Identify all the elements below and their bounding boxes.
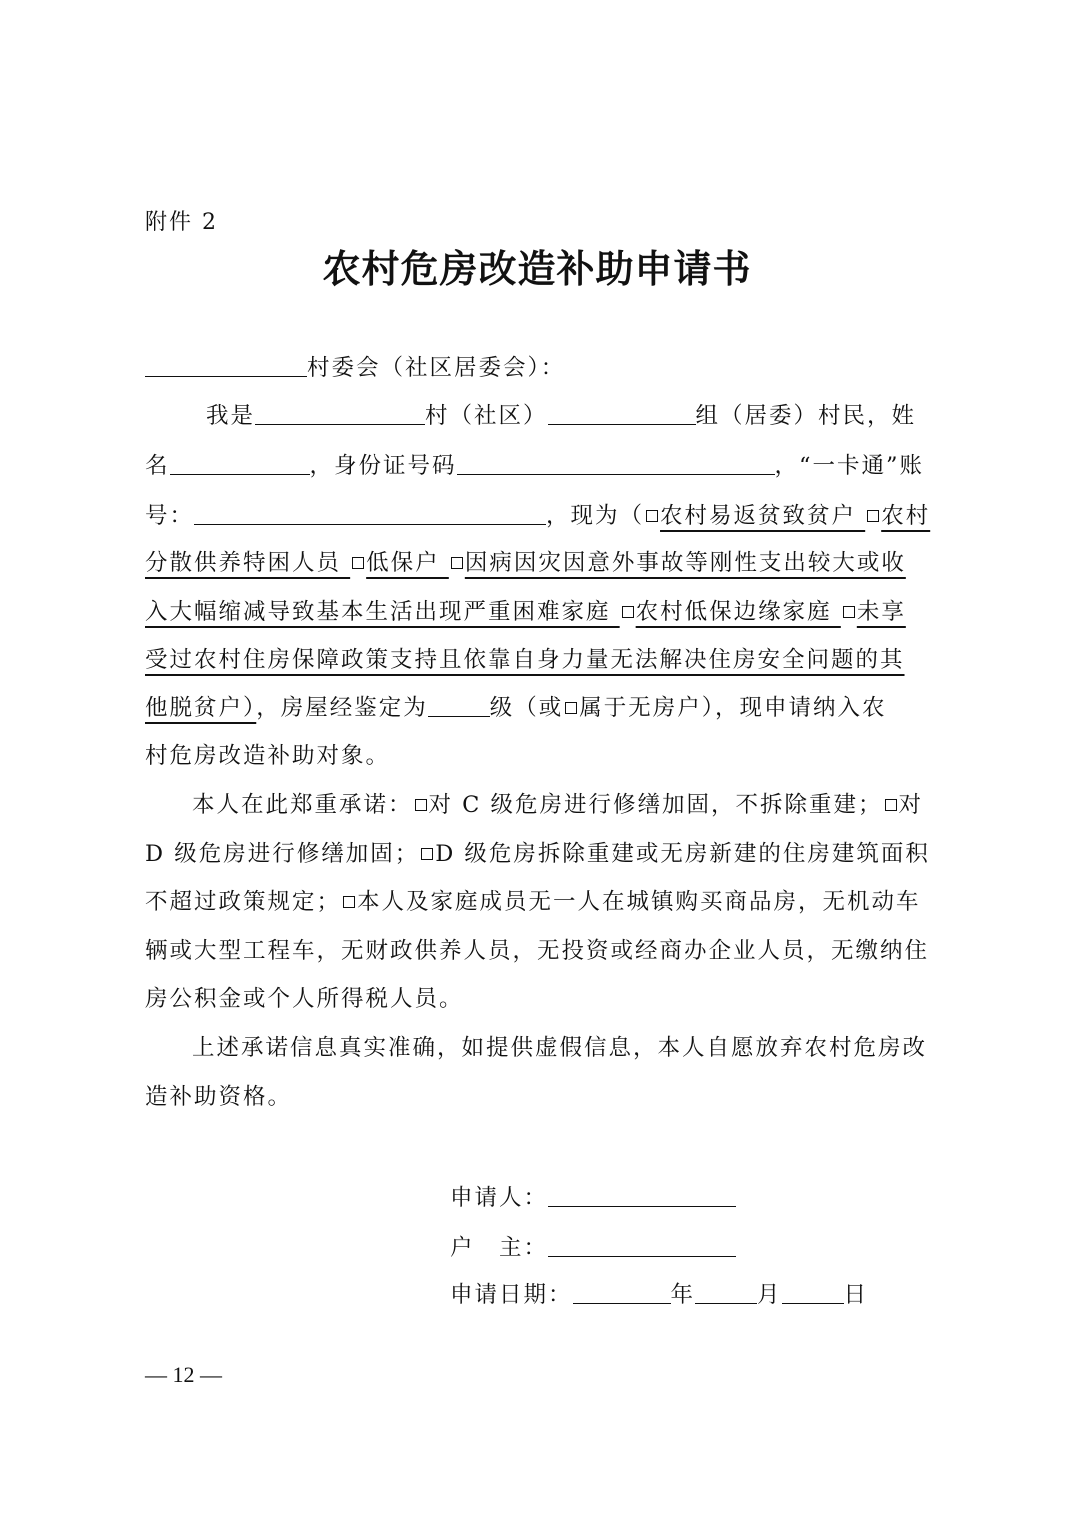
checkbox-icon[interactable] (843, 606, 855, 618)
account-number-field[interactable] (194, 500, 546, 525)
checkbox-icon[interactable] (415, 799, 427, 811)
householder-line: 户 主： (450, 1230, 736, 1262)
p3-line-1: 上述承诺信息真实准确，如提供虚假信息，本人自愿放弃农村危房改 (192, 1035, 928, 1061)
checkbox-icon[interactable] (646, 510, 658, 522)
p2-line-4: 辆或大型工程车，无财政供养人员，无投资或经商办企业人员，无缴纳住 (145, 938, 930, 964)
checkbox-icon[interactable] (565, 702, 577, 714)
checkbox-icon[interactable] (343, 896, 355, 908)
householder-field[interactable] (548, 1232, 736, 1257)
year-field[interactable] (573, 1279, 671, 1304)
date-line: 申请日期： 年 月 日 (450, 1277, 868, 1309)
checkbox-icon[interactable] (867, 510, 879, 522)
attachment-label: 附件 2 (145, 210, 218, 235)
p1-line-6: 受过农村住房保障政策支持且依靠自身力量无法解决住房安全问题的其 (145, 647, 905, 673)
p1-line-4: 分散供养特困人员 低保户 因病因灾因意外事故等刚性支出较大或收 (145, 550, 906, 576)
name-field[interactable] (170, 450, 310, 475)
p2-line-2: D 级危房进行修缮加固； D 级危房拆除重建或无房新建的住房建筑面积 (145, 841, 930, 867)
p2-line-5: 房公积金或个人所得税人员。 (145, 986, 464, 1012)
salutation-line (145, 352, 565, 383)
village-field[interactable] (255, 400, 425, 425)
id-number-field[interactable] (457, 450, 775, 475)
p1-line-1: 我是 村（社区） 组（居委）村民，姓 (206, 400, 916, 431)
checkbox-icon[interactable] (421, 848, 433, 860)
checkbox-icon[interactable] (451, 557, 463, 569)
p1-line-5: 入大幅缩减导致基本生活出现严重困难家庭 农村低保边缘家庭 未享 (145, 599, 906, 625)
day-field[interactable] (782, 1279, 844, 1304)
document-title: 农村危房改造补助申请书 (322, 246, 752, 291)
checkbox-icon[interactable] (885, 799, 897, 811)
checkbox-icon[interactable] (352, 557, 364, 569)
grade-field[interactable] (428, 692, 490, 717)
salutation-text: 村委会（社区居委会）： (307, 355, 566, 381)
p2-line-1: 本人在此郑重承诺： 对 C 级危房进行修缮加固，不拆除重建； 对 (192, 792, 924, 818)
p1-line-7: 他脱贫户），房屋经鉴定为 级（或 属于无房户），现申请纳入农 (145, 692, 887, 723)
village-committee-field[interactable] (145, 352, 307, 377)
group-field[interactable] (548, 400, 696, 425)
applicant-field[interactable] (548, 1182, 736, 1207)
month-field[interactable] (695, 1279, 757, 1304)
p1-line-3: 号： ，现为（ 农村易返贫致贫户 农村 (145, 500, 930, 531)
p3-line-2: 造补助资格。 (145, 1084, 293, 1110)
page-number: — 12 — (145, 1362, 222, 1387)
checkbox-icon[interactable] (622, 606, 634, 618)
p1-line-2: 名 ，身份证号码 ，“一卡通”账 (145, 450, 924, 481)
p1-line-8: 村危房改造补助对象。 (145, 743, 391, 769)
applicant-line: 申请人： (450, 1180, 736, 1212)
p2-line-3: 不超过政策规定； 本人及家庭成员无一人在城镇购买商品房，无机动车 (145, 889, 921, 915)
